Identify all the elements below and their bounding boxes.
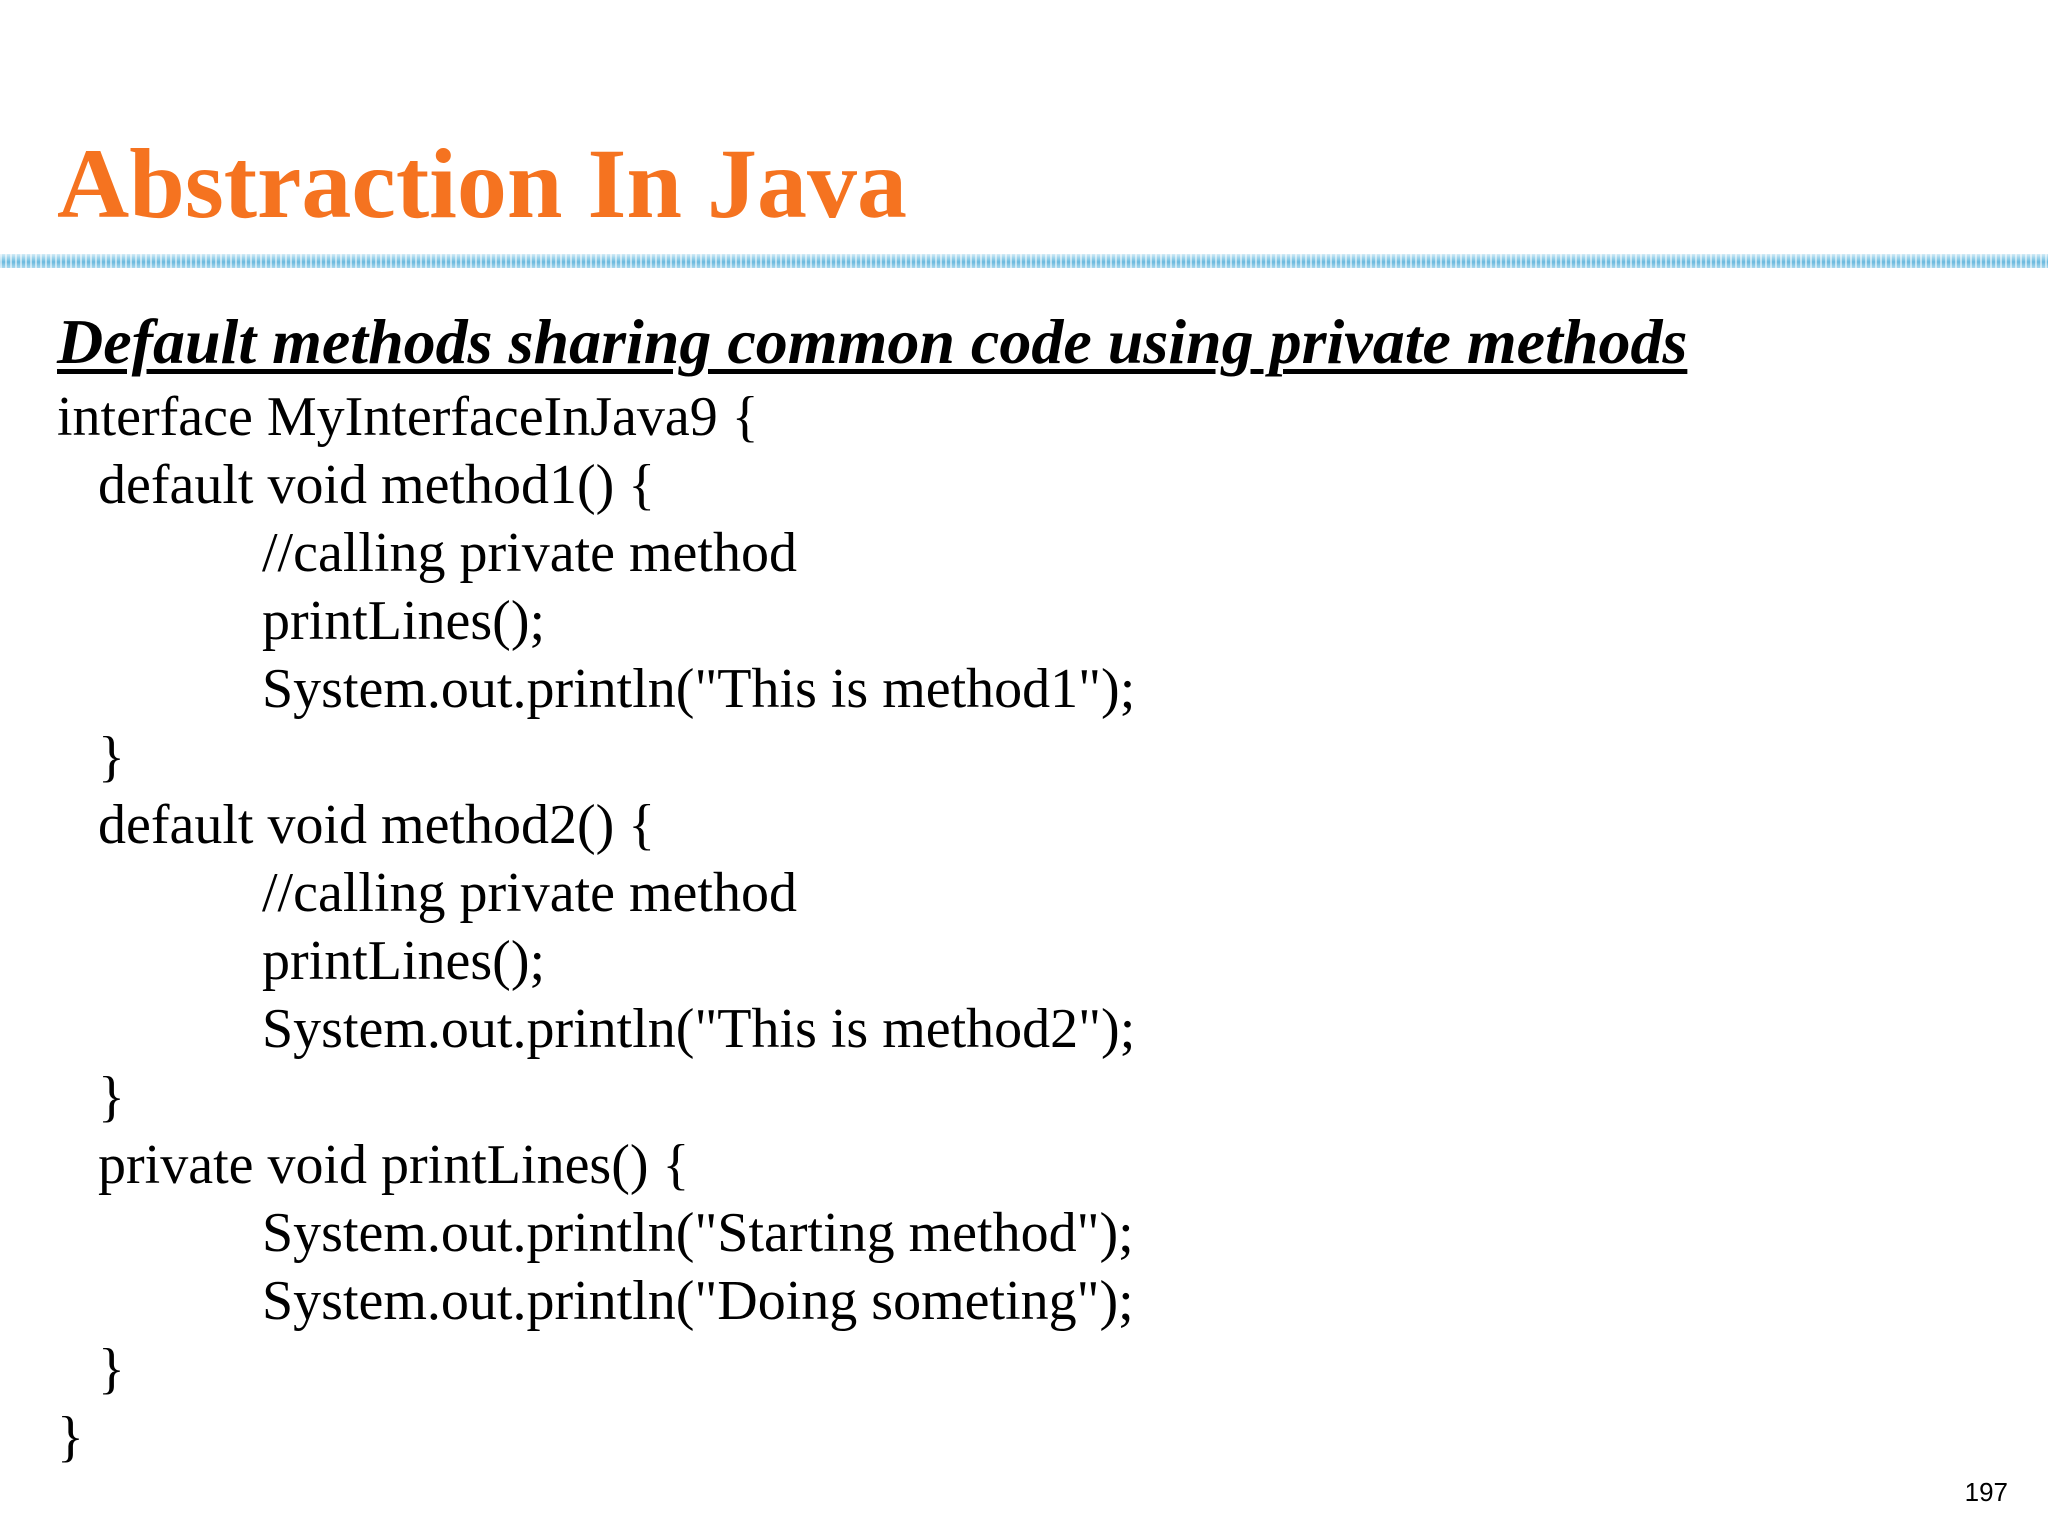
code-line: System.out.println("Starting method"); (262, 1202, 1134, 1264)
code-line: printLines(); (262, 590, 546, 652)
code-line: private void printLines() { (98, 1134, 690, 1196)
code-line: } (98, 726, 125, 788)
code-line: default void method2() { (98, 794, 656, 856)
page-number: 197 (1964, 1477, 2008, 1507)
code-line: } (57, 1406, 84, 1468)
code-line: interface MyInterfaceInJava9 { (57, 386, 759, 448)
code-line: System.out.println("This is method2"); (262, 998, 1136, 1060)
code-line: default void method1() { (98, 454, 656, 516)
title-divider (0, 254, 2048, 268)
code-line: printLines(); (262, 930, 546, 992)
code-line: } (98, 1338, 125, 1400)
code-line: //calling private method (262, 862, 797, 924)
slide-subtitle: Default methods sharing common code using private methods (57, 306, 1688, 377)
code-line: //calling private method (262, 522, 797, 584)
code-line: } (98, 1066, 125, 1128)
code-block (57, 383, 1135, 1471)
slide-title: Abstraction In Java (57, 128, 908, 239)
code-line: System.out.println("This is method1"); (262, 658, 1136, 720)
code-line: System.out.println("Doing someting"); (262, 1270, 1134, 1332)
